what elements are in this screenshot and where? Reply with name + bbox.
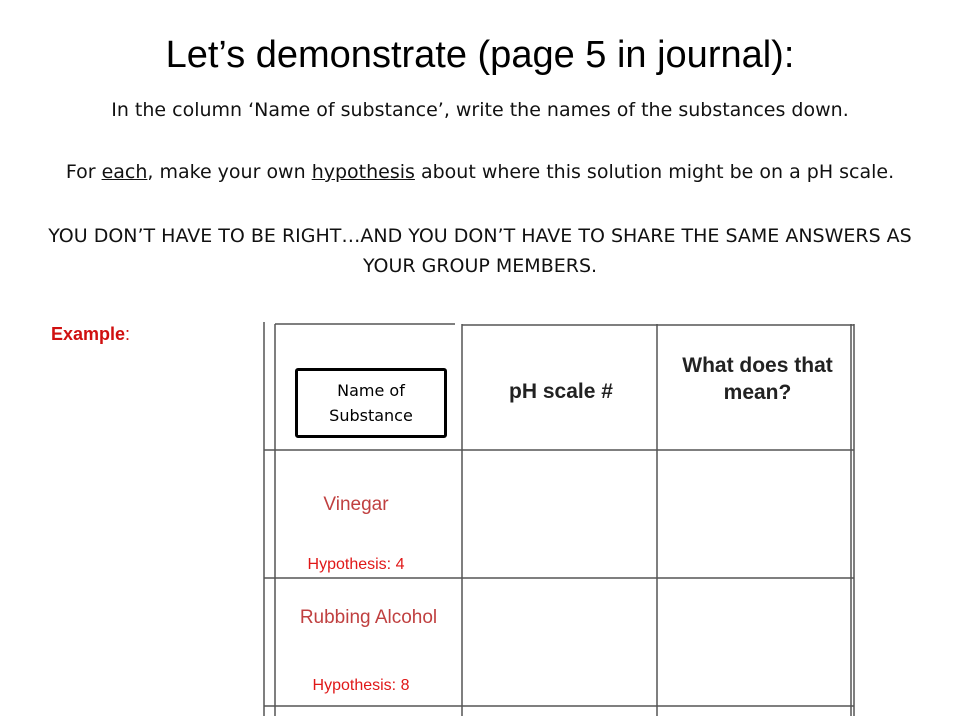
example-substance-rubbing-alcohol: Rubbing Alcohol — [299, 607, 438, 628]
instruction-line-1: In the column ‘Name of substance’, write the names of the substances down. — [111, 99, 849, 121]
example-substance-vinegar: Vinegar — [323, 494, 389, 515]
emphasis-hypothesis: hypothesis — [311, 161, 415, 183]
hypothesis-rubbing-alcohol: Hypothesis: 8 — [312, 677, 410, 694]
example-label-text: Example — [51, 324, 126, 344]
instruction-line-3: YOU DON’T HAVE TO BE RIGHT…AND YOU DON’T HAVE TO SHARE THE SAME ANSWERS AS YOUR GROUP MEMBERS. — [48, 225, 912, 277]
hypothesis-vinegar: Hypothesis: 4 — [307, 556, 405, 573]
page-title: Let’s demonstrate (page 5 in journal): — [165, 34, 795, 76]
example-label-colon: : — [125, 324, 131, 344]
ph-scale-header: pH scale # — [509, 380, 613, 403]
instruction-text: , make your own — [147, 161, 312, 183]
instruction-text: For — [65, 161, 102, 183]
emphasis-each: each — [101, 161, 148, 183]
meaning-header: What does that mean? — [682, 354, 833, 404]
name-of-substance-header: Name of Substance — [295, 368, 447, 438]
instruction-text: about where this solution might be on a pH scale. — [414, 161, 895, 183]
